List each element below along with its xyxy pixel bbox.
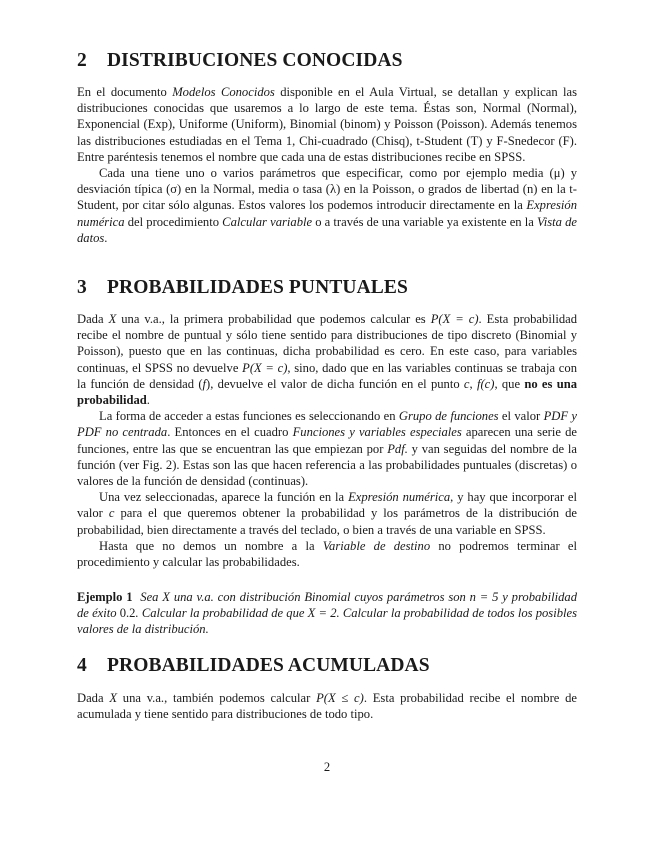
- section-title: DISTRIBUCIONES CONOCIDAS: [107, 50, 403, 71]
- paragraph: Hasta que no demos un nombre a la Variable de destino no podremos terminar el procedimiento y calcular las probabilidades.: [77, 538, 577, 570]
- example-text: Ejemplo 1 Sea X una v.a. con distribución Binomial cuyos parámetros son n = 5 y probabilidad de éxito 0.2. Calcular la probabilidad de que X = 2. Calcular la probabilidad de todos los posibles valores de la distribución.: [77, 590, 577, 637]
- section-body: [77, 84, 577, 246]
- example-label: Ejemplo 1: [77, 590, 133, 604]
- paragraph: Una vez seleccionadas, aparece la función en la Expresión numérica, y hay que incorporar el valor c para el que queremos obtener la probabilidad y los parámetros de la distribución de probabilidad, bien directamente a través del teclado, o bien a través de una variable en SPSS.: [77, 490, 578, 537]
- section-heading: [77, 50, 403, 72]
- paragraph: Dada X una v.a., la primera probabilidad que podemos calcular es P(X = c). Esta probabilidad recibe el nombre de puntual y sólo tiene sentido para distribuciones de tipo discreto (Binomial y Poisson), puesto que en las continuas, dicha probabilidad es cero. En este caso, para variables continuas, el SPSS no devuelve P(X = c), sino, dado que en las variables continuas se trabaja con la función de densidad (f), devuelve el valor de dicha función en el punto c, f(c), que no es una probabilidad.: [77, 312, 578, 408]
- section-heading: [77, 655, 430, 677]
- paragraph: Cada una tiene uno o varios parámetros que especificar, como por ejemplo media (μ) y desviación típica (σ) en la Normal, media o tasa (λ) en la Poisson, o grados de libertad (n) en la t-Student, por citar sólo algunas. Estos valores los podemos introducir directamente en la Expresión numérica del procedimiento Calcular variable o a través de una variable ya existente en la Vista de datos.: [77, 166, 577, 245]
- page-number: 2: [323, 760, 331, 774]
- section-number: 3: [77, 277, 87, 298]
- paragraph: La forma de acceder a estas funciones es seleccionando en Grupo de funciones el valor PDF y PDF no centrada. Entonces en el cuadro Funciones y variables especiales aparecen una serie de funciones, entre las que se encuentran las que empiezan por Pdf. y van seguidas del nombre de la función (ver Fig. 2). Estas son las que hacen referencia a las probabilidades puntuales (discretas) o valores de la función de densidad (continuas).: [77, 409, 578, 489]
- section-body: [77, 311, 577, 570]
- section-number: 4: [77, 655, 87, 676]
- section-title: PROBABILIDADES PUNTUALES: [107, 277, 408, 298]
- section-heading: [77, 277, 408, 299]
- section-body: [77, 690, 577, 722]
- section-number: 2: [77, 50, 87, 71]
- section-title: PROBABILIDADES ACUMULADAS: [107, 655, 430, 676]
- paragraph: Dada X una v.a., también podemos calcular P(X ≤ c). Esta probabilidad recibe el nombre de acumulada y tiene sentido para distribuciones de todo tipo.: [77, 691, 577, 722]
- paragraph: En el documento Modelos Conocidos disponible en el Aula Virtual, se detallan y explican las distribuciones conocidas que usaremos a lo largo de este tema. Éstas son, Normal (Normal), Exponencial (Exp), Uniforme (Uniform), Binomial (binom) y Poisson (Poisson). Además tenemos las distribuciones estudiadas en el Tema 1, Chi-cuadrado (Chisq), t-Student (T) y F-Snedecor (F). Entre paréntesis tenemos el nombre que cada una de estas distribuciones recibe en SPSS.: [77, 85, 577, 164]
- example-block: [77, 589, 577, 638]
